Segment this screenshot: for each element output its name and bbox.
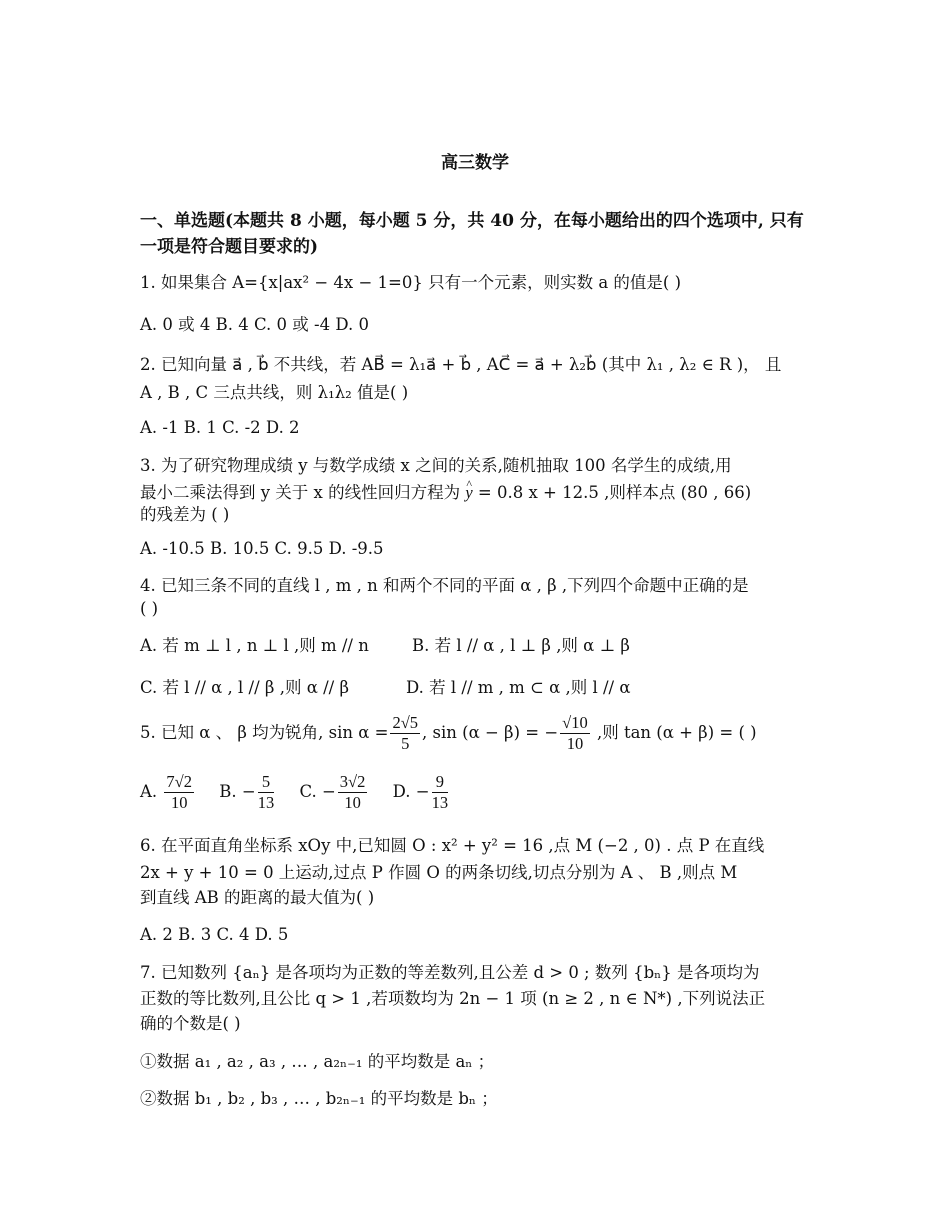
question-3-options: A. -10.5 B. 10.5 C. 9.5 D. -9.5 (140, 539, 384, 558)
y-hat: ^ y (465, 480, 472, 506)
q5-opt-d-fraction (432, 772, 449, 813)
q5-opt-d-label: D. − (392, 782, 430, 801)
q5-f1-den: 5 (401, 734, 410, 753)
question-6-line-3: 到直线 AB 的距离的最大值为( ) (140, 888, 375, 907)
q5-fraction-1 (390, 713, 420, 754)
q5-opt-d-den: 13 (431, 793, 449, 812)
page-title: 高三数学 (441, 153, 509, 173)
question-5-options (140, 772, 450, 813)
question-6-line-2: 2x + y + 10 = 0 上运动,过点 P 作圆 O 的两条切线,切点分别为 A 、 B ,则点 M (140, 863, 738, 882)
question-4-option-d: D. 若 l // m , m ⊂ α ,则 l // α (406, 678, 631, 697)
question-4-option-c: C. 若 l // α , l // β ,则 α // β (140, 678, 349, 697)
question-1-text: 1. 如果集合 A={x|ax² − 4x − 1=0} 只有一个元素，则实数 a 的值是( ) (140, 273, 682, 292)
q5-opt-c-fraction (338, 772, 368, 813)
question-4-option-b: B. 若 l // α , l ⊥ β ,则 α ⊥ β (412, 636, 630, 655)
question-3-line-3: 的残差为 ( ) (140, 505, 230, 524)
q5-opt-b-fraction (258, 772, 275, 813)
question-7-statement-2: ②数据 b₁ , b₂ , b₃ , … , b₂ₙ₋₁ 的平均数是 bₙ ； (140, 1089, 498, 1108)
q5-opt-a-den: 10 (170, 793, 188, 812)
question-3-line-2-pre: 最小二乘法得到 y 关于 x 的线性回归方程为 (140, 483, 466, 502)
question-6-line-1: 6. 在平面直角坐标系 xOy 中,已知圆 O : x² + y² = 16 ,点 M (−2 , 0) . 点 P 在直线 (140, 836, 765, 855)
question-2-line-2: A , B , C 三点共线，则 λ₁λ₂ 值是( ) (140, 383, 409, 402)
q5-post: ,则 tan (α + β) = ( ) (591, 723, 757, 742)
q5-mid: , sin (α − β) = − (422, 723, 559, 742)
question-4-option-a: A. 若 m ⊥ l , n ⊥ l ,则 m // n (140, 636, 369, 655)
question-3-line-2-post: = 0.8 x + 12.5 ,则样本点 (80 , 66) (472, 483, 752, 502)
q5-opt-c-num: 3√2 (339, 772, 366, 791)
q5-fraction-2 (560, 713, 590, 754)
question-4-line-1: 4. 已知三条不同的直线 l , m , n 和两个不同的平面 α , β ,下列四个命题中正确的是 (140, 576, 749, 595)
q5-opt-a-fraction (164, 772, 194, 813)
q5-f2-num: √10 (562, 713, 588, 732)
question-7-line-3: 确的个数是( ) (140, 1014, 241, 1033)
q5-opt-b-num: 5 (258, 772, 275, 793)
q5-opt-a-label: A. (140, 782, 158, 801)
question-2-line-1: 2. 已知向量 a⃗ , b⃗ 不共线，若 AB⃗ = λ₁a⃗ + b⃗ , AC⃗ = a⃗ + λ₂b⃗ (其中 λ₁ , λ₂ ∈ R )， 且 (140, 355, 782, 374)
question-5-text (140, 713, 757, 754)
q5-f1-num: 2√5 (392, 713, 419, 732)
question-7-line-1: 7. 已知数列 {aₙ} 是各项均为正数的等差数列,且公差 d > 0 ; 数列 {bₙ} 是各项均为 (140, 963, 760, 982)
q5-opt-b-den: 13 (257, 793, 275, 812)
q5-opt-c-label: C. − (299, 782, 336, 801)
question-1-options: A. 0 或 4 B. 4 C. 0 或 -4 D. 0 (140, 315, 369, 334)
q5-f2-den: 10 (566, 734, 584, 753)
q5-opt-b-label: B. − (219, 782, 256, 801)
question-2-options: A. -1 B. 1 C. -2 D. 2 (140, 418, 300, 437)
question-6-options: A. 2 B. 3 C. 4 D. 5 (140, 925, 289, 944)
q5-opt-d-num: 9 (432, 772, 449, 793)
question-3-line-1: 3. 为了研究物理成绩 y 与数学成绩 x 之间的关系,随机抽取 100 名学生的成绩,用 (140, 456, 732, 475)
q5-pre: 5. 已知 α 、 β 均为锐角, sin α = (140, 723, 389, 742)
question-4-line-2: ( ) (140, 599, 159, 618)
question-7-line-2: 正数的等比数列,且公比 q > 1 ,若项数均为 2n − 1 项 (n ≥ 2 , n ∈ N*) ,下列说法正 (140, 989, 766, 1008)
question-7-statement-1: ①数据 a₁ , a₂ , a₃ , … , a₂ₙ₋₁ 的平均数是 aₙ ； (140, 1052, 495, 1071)
q5-opt-a-num: 7√2 (166, 772, 192, 791)
section-heading: 一、单选题(本题共 8 小题，每小题 5 分，共 40 分，在每小题给出的四个选项中, 只有一项是符合题目要求的) (140, 211, 804, 257)
question-3-line-2 (140, 480, 751, 506)
q5-opt-c-den: 10 (344, 793, 361, 812)
